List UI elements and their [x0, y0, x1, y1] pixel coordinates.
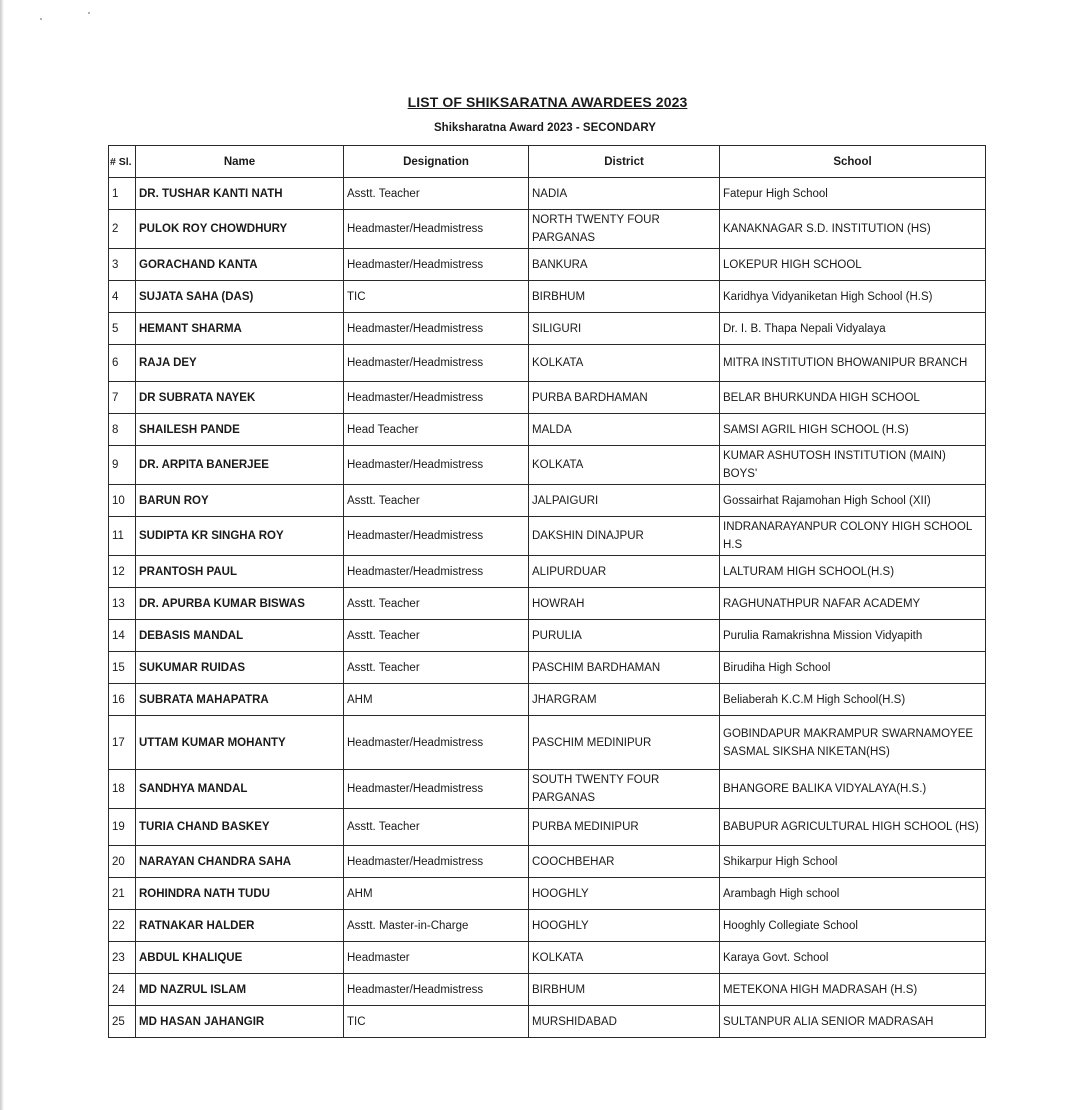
cell-designation: Asstt. Teacher — [344, 178, 529, 210]
table-row — [109, 684, 986, 716]
table-row — [109, 588, 986, 620]
cell-name: BARUN ROY — [136, 485, 344, 517]
cell-name: SANDHYA MANDAL — [136, 770, 344, 809]
cell-name: ROHINDRA NATH TUDU — [136, 878, 344, 910]
cell-name: RATNAKAR HALDER — [136, 910, 344, 942]
cell-district: BIRBHUM — [529, 974, 720, 1006]
cell-designation: AHM — [344, 878, 529, 910]
cell-sl: 15 — [109, 652, 136, 684]
cell-district: HOOGHLY — [529, 910, 720, 942]
cell-sl: 2 — [109, 210, 136, 249]
cell-school: KUMAR ASHUTOSH INSTITUTION (MAIN) BOYS' — [720, 446, 986, 485]
cell-district: BANKURA — [529, 249, 720, 281]
cell-district: PURBA MEDINIPUR — [529, 809, 720, 846]
cell-district: PURBA BARDHAMAN — [529, 382, 720, 414]
cell-sl: 1 — [109, 178, 136, 210]
cell-sl: 24 — [109, 974, 136, 1006]
cell-sl: 25 — [109, 1006, 136, 1038]
cell-school: Karidhya Vidyaniketan High School (H.S) — [720, 281, 986, 313]
table-row — [109, 716, 986, 770]
cell-name: SUDIPTA KR SINGHA ROY — [136, 517, 344, 556]
header-name: Name — [136, 146, 344, 178]
cell-school: Gossairhat Rajamohan High School (XII) — [720, 485, 986, 517]
cell-school: LALTURAM HIGH SCHOOL(H.S) — [720, 556, 986, 588]
cell-school: LOKEPUR HIGH SCHOOL — [720, 249, 986, 281]
cell-district: SOUTH TWENTY FOUR PARGANAS — [529, 770, 720, 809]
table-row — [109, 910, 986, 942]
cell-sl: 22 — [109, 910, 136, 942]
cell-designation: Headmaster/Headmistress — [344, 210, 529, 249]
cell-name: TURIA CHAND BASKEY — [136, 809, 344, 846]
cell-sl: 11 — [109, 517, 136, 556]
table-row — [109, 517, 986, 556]
cell-sl: 3 — [109, 249, 136, 281]
table-row — [109, 974, 986, 1006]
cell-name: DR. ARPITA BANERJEE — [136, 446, 344, 485]
table-row — [109, 414, 986, 446]
cell-school: Hooghly Collegiate School — [720, 910, 986, 942]
cell-school: Beliaberah K.C.M High School(H.S) — [720, 684, 986, 716]
cell-school: METEKONA HIGH MADRASAH (H.S) — [720, 974, 986, 1006]
table-row — [109, 556, 986, 588]
table-row — [109, 382, 986, 414]
cell-designation: Headmaster/Headmistress — [344, 716, 529, 770]
header-designation: Designation — [344, 146, 529, 178]
cell-name: SHAILESH PANDE — [136, 414, 344, 446]
cell-school: Fatepur High School — [720, 178, 986, 210]
cell-school: MITRA INSTITUTION BHOWANIPUR BRANCH — [720, 345, 986, 382]
cell-designation: Asstt. Teacher — [344, 485, 529, 517]
cell-designation: Headmaster/Headmistress — [344, 446, 529, 485]
table-row — [109, 210, 986, 249]
cell-name: DR SUBRATA NAYEK — [136, 382, 344, 414]
table-row — [109, 178, 986, 210]
cell-designation: Headmaster/Headmistress — [344, 556, 529, 588]
cell-name: ABDUL KHALIQUE — [136, 942, 344, 974]
cell-name: MD HASAN JAHANGIR — [136, 1006, 344, 1038]
cell-designation: Asstt. Teacher — [344, 620, 529, 652]
cell-name: UTTAM KUMAR MOHANTY — [136, 716, 344, 770]
cell-name: PULOK ROY CHOWDHURY — [136, 210, 344, 249]
cell-sl: 10 — [109, 485, 136, 517]
cell-sl: 9 — [109, 446, 136, 485]
scan-speck — [40, 18, 42, 20]
table-row — [109, 446, 986, 485]
cell-school: RAGHUNATHPUR NAFAR ACADEMY — [720, 588, 986, 620]
cell-name: PRANTOSH PAUL — [136, 556, 344, 588]
cell-district: PASCHIM MEDINIPUR — [529, 716, 720, 770]
table-row — [109, 809, 986, 846]
cell-sl: 18 — [109, 770, 136, 809]
cell-school: Karaya Govt. School — [720, 942, 986, 974]
cell-designation: Asstt. Teacher — [344, 588, 529, 620]
awardees-table — [108, 145, 986, 1038]
cell-district: ALIPURDUAR — [529, 556, 720, 588]
cell-school: Shikarpur High School — [720, 846, 986, 878]
cell-district: NADIA — [529, 178, 720, 210]
cell-sl: 17 — [109, 716, 136, 770]
cell-designation: Headmaster/Headmistress — [344, 382, 529, 414]
cell-sl: 5 — [109, 313, 136, 345]
page-edge-shadow — [0, 0, 4, 1110]
table-row — [109, 942, 986, 974]
table-row — [109, 1006, 986, 1038]
cell-sl: 4 — [109, 281, 136, 313]
cell-sl: 21 — [109, 878, 136, 910]
cell-designation: Headmaster/Headmistress — [344, 345, 529, 382]
table-row — [109, 281, 986, 313]
cell-school: Arambagh High school — [720, 878, 986, 910]
cell-designation: Asstt. Master-in-Charge — [344, 910, 529, 942]
cell-school: SAMSI AGRIL HIGH SCHOOL (H.S) — [720, 414, 986, 446]
cell-school: INDRANARAYANPUR COLONY HIGH SCHOOL H.S — [720, 517, 986, 556]
cell-sl: 13 — [109, 588, 136, 620]
cell-name: DEBASIS MANDAL — [136, 620, 344, 652]
cell-district: HOWRAH — [529, 588, 720, 620]
cell-district: BIRBHUM — [529, 281, 720, 313]
cell-district: PURULIA — [529, 620, 720, 652]
cell-name: DR. TUSHAR KANTI NATH — [136, 178, 344, 210]
cell-school: Purulia Ramakrishna Mission Vidyapith — [720, 620, 986, 652]
cell-district: JHARGRAM — [529, 684, 720, 716]
scan-speck — [88, 12, 90, 14]
table-row — [109, 313, 986, 345]
table-row — [109, 485, 986, 517]
cell-district: NORTH TWENTY FOUR PARGANAS — [529, 210, 720, 249]
cell-sl: 23 — [109, 942, 136, 974]
cell-sl: 19 — [109, 809, 136, 846]
table-header-row — [109, 146, 986, 178]
cell-name: SUBRATA MAHAPATRA — [136, 684, 344, 716]
cell-district: KOLKATA — [529, 446, 720, 485]
cell-designation: Headmaster/Headmistress — [344, 313, 529, 345]
cell-name: HEMANT SHARMA — [136, 313, 344, 345]
cell-designation: Headmaster/Headmistress — [344, 249, 529, 281]
document-title: LIST OF SHIKSARATNA AWARDEES 2023 — [407, 94, 688, 110]
cell-school: BABUPUR AGRICULTURAL HIGH SCHOOL (HS) — [720, 809, 986, 846]
table-row — [109, 846, 986, 878]
cell-name: MD NAZRUL ISLAM — [136, 974, 344, 1006]
cell-school: SULTANPUR ALIA SENIOR MADRASAH — [720, 1006, 986, 1038]
cell-district: PASCHIM BARDHAMAN — [529, 652, 720, 684]
cell-sl: 14 — [109, 620, 136, 652]
table-row — [109, 878, 986, 910]
cell-designation: Headmaster/Headmistress — [344, 770, 529, 809]
cell-sl: 7 — [109, 382, 136, 414]
cell-school: BELAR BHURKUNDA HIGH SCHOOL — [720, 382, 986, 414]
cell-school: GOBINDAPUR MAKRAMPUR SWARNAMOYEE SASMAL SIKSHA NIKETAN(HS) — [720, 716, 986, 770]
cell-designation: Headmaster/Headmistress — [344, 846, 529, 878]
cell-school: Birudiha High School — [720, 652, 986, 684]
cell-district: KOLKATA — [529, 345, 720, 382]
cell-name: DR. APURBA KUMAR BISWAS — [136, 588, 344, 620]
cell-name: GORACHAND KANTA — [136, 249, 344, 281]
cell-sl: 6 — [109, 345, 136, 382]
cell-name: SUKUMAR RUIDAS — [136, 652, 344, 684]
header-school: School — [720, 146, 986, 178]
cell-designation: Asstt. Teacher — [344, 652, 529, 684]
cell-sl: 8 — [109, 414, 136, 446]
cell-school: Dr. I. B. Thapa Nepali Vidyalaya — [720, 313, 986, 345]
cell-school: BHANGORE BALIKA VIDYALAYA(H.S.) — [720, 770, 986, 809]
cell-district: MURSHIDABAD — [529, 1006, 720, 1038]
cell-district: HOOGHLY — [529, 878, 720, 910]
cell-school: KANAKNAGAR S.D. INSTITUTION (HS) — [720, 210, 986, 249]
header-sl: # Sl. — [109, 146, 136, 178]
cell-district: DAKSHIN DINAJPUR — [529, 517, 720, 556]
cell-designation: Headmaster/Headmistress — [344, 974, 529, 1006]
cell-name: NARAYAN CHANDRA SAHA — [136, 846, 344, 878]
cell-sl: 20 — [109, 846, 136, 878]
table-row — [109, 249, 986, 281]
cell-designation: Headmaster/Headmistress — [344, 517, 529, 556]
table-row — [109, 345, 986, 382]
table-row — [109, 652, 986, 684]
cell-district: SILIGURI — [529, 313, 720, 345]
cell-sl: 12 — [109, 556, 136, 588]
cell-designation: Asstt. Teacher — [344, 809, 529, 846]
cell-designation: AHM — [344, 684, 529, 716]
cell-district: KOLKATA — [529, 942, 720, 974]
cell-sl: 16 — [109, 684, 136, 716]
cell-district: MALDA — [529, 414, 720, 446]
header-district: District — [529, 146, 720, 178]
cell-name: SUJATA SAHA (DAS) — [136, 281, 344, 313]
cell-designation: Head Teacher — [344, 414, 529, 446]
cell-district: COOCHBEHAR — [529, 846, 720, 878]
cell-designation: TIC — [344, 1006, 529, 1038]
cell-district: JALPAIGURI — [529, 485, 720, 517]
table-row — [109, 770, 986, 809]
cell-name: RAJA DEY — [136, 345, 344, 382]
cell-designation: TIC — [344, 281, 529, 313]
cell-designation: Headmaster — [344, 942, 529, 974]
document-subtitle: Shiksharatna Award 2023 - SECONDARY — [434, 122, 656, 134]
table-row — [109, 620, 986, 652]
